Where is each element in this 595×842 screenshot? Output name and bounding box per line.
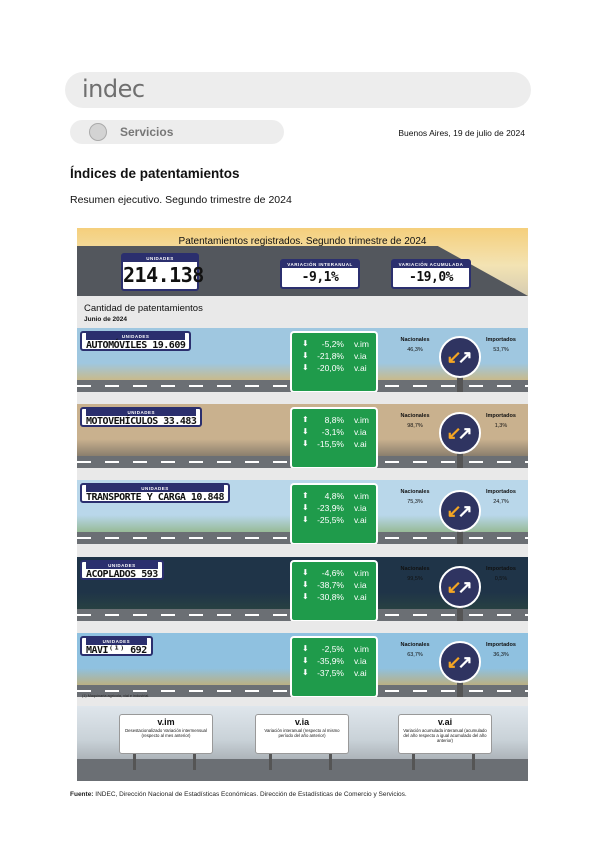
origin-dial-icon xyxy=(439,566,481,608)
category-band xyxy=(77,557,528,621)
nacionales-label: Nacionales xyxy=(400,489,430,495)
category-band xyxy=(77,404,528,468)
legend-card xyxy=(255,714,349,754)
variation-key: v.ia xyxy=(354,656,367,666)
section-label: Servicios xyxy=(120,125,174,139)
variation-row xyxy=(292,568,376,580)
origin-dial-icon xyxy=(439,490,481,532)
variation-key: v.im xyxy=(354,339,369,349)
category-band xyxy=(77,633,528,697)
variation-row xyxy=(292,339,376,351)
sign-leg xyxy=(193,754,196,770)
nacionales-arrow-icon: ↙ xyxy=(446,347,462,367)
nacionales-share: 75,3% xyxy=(407,499,423,505)
importados-label: Importados xyxy=(486,337,516,343)
legend-key: v.ai xyxy=(437,717,453,727)
category-plate xyxy=(80,636,153,656)
arrow-down-icon: ⬇ xyxy=(302,363,309,372)
plate-header: UNIDADES xyxy=(86,638,147,645)
category-band xyxy=(77,328,528,392)
arrow-down-icon: ⬇ xyxy=(302,668,309,677)
category-plate-text: MOTOVEHÍCULOS 33.483 xyxy=(86,416,197,427)
variation-row xyxy=(292,515,376,527)
source-text: INDEC, Dirección Nacional de Estadísticas Económicas. Dirección de Estadísticas de Comercio y Servicios. xyxy=(95,791,407,798)
category-plate-text: MAVI⁽¹⁾ 692 xyxy=(86,645,147,656)
arrow-down-icon: ⬇ xyxy=(302,351,309,360)
variation-key: v.im xyxy=(354,415,369,425)
category-plate xyxy=(80,483,230,503)
legend-road xyxy=(77,759,528,781)
origin-dial-icon xyxy=(439,336,481,378)
variation-key: v.ia xyxy=(354,580,367,590)
summary-title: Patentamientos registrados. Segundo trimestre de 2024 xyxy=(178,236,427,247)
origin-dial-icon xyxy=(439,412,481,454)
dial-post xyxy=(457,530,463,544)
document-subtitle: Resumen ejecutivo. Segundo trimestre de 2024 xyxy=(70,194,292,206)
variation-key: v.ia xyxy=(354,351,367,361)
importados-share: 0,5% xyxy=(494,576,508,582)
plate-header: VARIACIÓN ACUMULADA xyxy=(393,261,469,268)
variation-key: v.ia xyxy=(354,427,367,437)
legend-description: Desestacionalizado Variación intermensual (respecto al mes anterior) xyxy=(125,728,207,739)
sign-leg xyxy=(412,754,415,770)
breakdown-period: Junio de 2024 xyxy=(84,316,127,323)
nacionales-arrow-icon: ↙ xyxy=(446,652,462,672)
plate-header: UNIDADES xyxy=(123,255,197,262)
arrow-down-icon: ⬇ xyxy=(302,592,309,601)
sign-leg xyxy=(133,754,136,770)
variation-value: 4,8% xyxy=(324,491,344,501)
legend-key: v.ia xyxy=(294,717,310,727)
summary-panel xyxy=(77,228,528,296)
variation-value: -3,1% xyxy=(321,427,344,437)
variation-value: -25,5% xyxy=(317,515,344,525)
acumulada-value: -19,0% xyxy=(409,270,453,285)
document-title: Índices de patentamientos xyxy=(70,166,240,181)
nacionales-share: 63,7% xyxy=(407,652,423,658)
variation-value: -38,7% xyxy=(317,580,344,590)
category-plate-text: TRANSPORTE Y CARGA 10.848 xyxy=(86,492,225,503)
variation-key: v.ai xyxy=(354,363,367,373)
dial-post xyxy=(457,452,463,468)
arrow-down-icon: ⬇ xyxy=(302,580,309,589)
plate-header: VARIACIÓN INTERANUAL xyxy=(282,261,358,268)
variation-row xyxy=(292,491,376,503)
nacionales-label: Nacionales xyxy=(400,642,430,648)
variation-row xyxy=(292,592,376,604)
importados-share: 24,7% xyxy=(493,499,509,505)
source-note xyxy=(70,791,407,798)
dial-post xyxy=(457,606,463,621)
category-band xyxy=(77,480,528,544)
importados-label: Importados xyxy=(486,566,516,572)
dial-post xyxy=(457,681,463,697)
interanual-value: -9,1% xyxy=(301,270,339,285)
variation-row xyxy=(292,439,376,451)
arrow-down-icon: ⬇ xyxy=(302,568,309,577)
plate-header: UNIDADES xyxy=(86,562,158,569)
nacionales-arrow-icon: ↙ xyxy=(446,577,462,597)
nacionales-label: Nacionales xyxy=(400,566,430,572)
importados-arrow-icon: ↗ xyxy=(457,577,473,597)
nacionales-arrow-icon: ↙ xyxy=(446,501,462,521)
category-plate xyxy=(80,331,191,351)
breakdown-title: Cantidad de patentamientos xyxy=(84,303,203,314)
importados-arrow-icon: ↗ xyxy=(457,652,473,672)
variation-row xyxy=(292,668,376,680)
legend-description: Variación interanual (respecto al mismo período del año anterior) xyxy=(264,728,340,739)
acumulada-plate xyxy=(391,259,471,289)
variation-value: -15,5% xyxy=(317,439,344,449)
importados-arrow-icon: ↗ xyxy=(457,347,473,367)
variation-value: -20,0% xyxy=(317,363,344,373)
sign-leg xyxy=(472,754,475,770)
nacionales-arrow-icon: ↙ xyxy=(446,423,462,443)
category-plate xyxy=(80,560,164,580)
indec-logo: indec xyxy=(82,75,145,103)
importados-arrow-icon: ↗ xyxy=(457,501,473,521)
variation-key: v.ai xyxy=(354,515,367,525)
nacionales-share: 99,5% xyxy=(407,576,423,582)
variation-sign xyxy=(290,636,378,697)
interanual-plate xyxy=(280,259,360,289)
variation-key: v.ai xyxy=(354,592,367,602)
arrow-down-icon: ⬇ xyxy=(302,439,309,448)
variation-key: v.ai xyxy=(354,668,367,678)
total-units-value: 214.138 xyxy=(123,263,204,287)
variation-row xyxy=(292,503,376,515)
arrow-down-icon: ⬇ xyxy=(302,656,309,665)
category-plate xyxy=(80,407,202,427)
variation-value: -4,6% xyxy=(321,568,344,578)
variation-row xyxy=(292,351,376,363)
nacionales-share: 98,7% xyxy=(407,423,423,429)
variation-value: -5,2% xyxy=(321,339,344,349)
arrow-down-icon: ⬇ xyxy=(302,644,309,653)
variation-row xyxy=(292,656,376,668)
variation-value: -30,8% xyxy=(317,592,344,602)
origin-dial-icon xyxy=(439,641,481,683)
variation-value: 8,8% xyxy=(324,415,344,425)
variation-value: -2,5% xyxy=(321,644,344,654)
nacionales-label: Nacionales xyxy=(400,337,430,343)
importados-share: 36,3% xyxy=(493,652,509,658)
variation-row xyxy=(292,580,376,592)
variation-key: v.im xyxy=(354,644,369,654)
nacionales-label: Nacionales xyxy=(400,413,430,419)
arrow-down-icon: ⬇ xyxy=(302,427,309,436)
sign-leg xyxy=(269,754,272,770)
variation-sign xyxy=(290,560,378,621)
variation-value: -35,9% xyxy=(317,656,344,666)
total-units-plate xyxy=(121,253,204,291)
arrow-down-icon: ⬇ xyxy=(302,503,309,512)
variation-sign xyxy=(290,331,378,392)
variation-row xyxy=(292,415,376,427)
variation-sign xyxy=(290,483,378,544)
infographic xyxy=(77,228,528,781)
variation-sign xyxy=(290,407,378,468)
importados-label: Importados xyxy=(486,642,516,648)
footnote: (1) Maquinaria agrícola, vial e industrial. xyxy=(82,694,150,698)
variation-key: v.im xyxy=(354,568,369,578)
plate-header: UNIDADES xyxy=(86,485,224,492)
category-plate-text: ACOPLADOS 593 xyxy=(86,569,158,580)
legend-panel xyxy=(77,706,528,781)
publication-date: Buenos Aires, 19 de julio de 2024 xyxy=(398,128,525,138)
plate-header: UNIDADES xyxy=(86,333,185,340)
sign-leg xyxy=(329,754,332,770)
section-seal-icon xyxy=(89,123,107,141)
arrow-up-icon: ⬆ xyxy=(302,491,309,500)
dial-post xyxy=(457,376,463,392)
legend-card xyxy=(398,714,492,754)
legend-description: Variación acumulada interanual (acumulado del año respecto a igual acumulado del año anterior) xyxy=(403,728,487,744)
variation-value: -23,9% xyxy=(317,503,344,513)
importados-arrow-icon: ↗ xyxy=(457,423,473,443)
importados-label: Importados xyxy=(486,413,516,419)
arrow-down-icon: ⬇ xyxy=(302,339,309,348)
importados-share: 53,7% xyxy=(493,347,509,353)
legend-card xyxy=(119,714,213,754)
variation-key: v.ia xyxy=(354,503,367,513)
variation-row xyxy=(292,363,376,375)
category-plate-text: AUTOMÓVILES 19.609 xyxy=(86,340,186,351)
variation-key: v.im xyxy=(354,491,369,501)
nacionales-share: 46,3% xyxy=(407,347,423,353)
variation-value: -37,5% xyxy=(317,668,344,678)
source-label: Fuente: xyxy=(70,791,94,798)
variation-key: v.ai xyxy=(354,439,367,449)
arrow-up-icon: ⬆ xyxy=(302,415,309,424)
importados-label: Importados xyxy=(486,489,516,495)
legend-key: v.im xyxy=(157,717,175,727)
plate-header: UNIDADES xyxy=(86,409,196,416)
variation-value: -21,8% xyxy=(317,351,344,361)
importados-share: 1,3% xyxy=(494,423,508,429)
arrow-down-icon: ⬇ xyxy=(302,515,309,524)
variation-row xyxy=(292,644,376,656)
variation-row xyxy=(292,427,376,439)
